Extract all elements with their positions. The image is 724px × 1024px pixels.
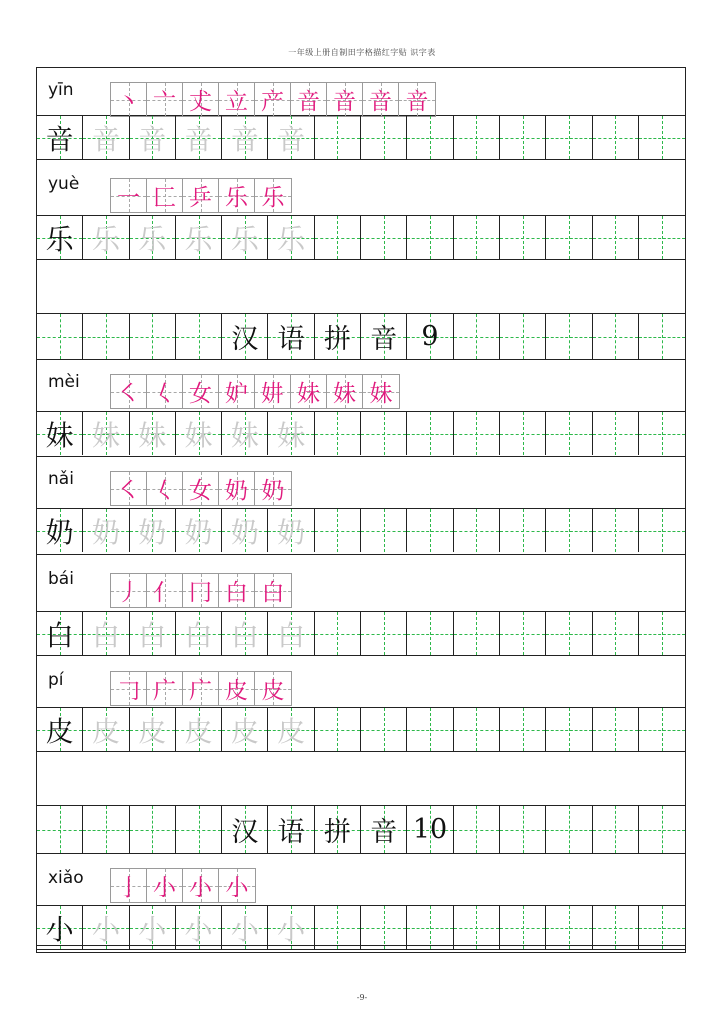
grid-cell: 皮 [222, 708, 268, 751]
stroke-order-box [110, 573, 292, 608]
grid-cell [639, 216, 685, 259]
grid-cell: 奶 [83, 509, 129, 552]
grid-cell: 妹 [222, 412, 268, 455]
grid-cell: 乐 [37, 216, 83, 259]
stroke-step: 𡿨 [147, 472, 183, 505]
grid-cell: 妹 [37, 412, 83, 455]
page-header: 一年级上册自制田字格描红字贴 识字表 [288, 48, 436, 57]
stroke-order-box [110, 374, 400, 409]
pinyin-row-mei [37, 360, 685, 412]
grid-cell [454, 509, 500, 552]
grid-cell [315, 216, 361, 259]
stroke-step: 冂 [183, 574, 219, 607]
title-number: 10 [407, 806, 453, 853]
grid-cell: 小 [268, 906, 314, 949]
stroke-step: 𠃌 [111, 672, 147, 705]
grid-cell: 音 [222, 116, 268, 159]
grid-cell [361, 509, 407, 552]
grid-cell [593, 806, 639, 853]
tianzige-grid [37, 314, 685, 359]
grid-cell [361, 906, 407, 949]
grid-row-mei [37, 412, 685, 457]
stroke-order-box [110, 671, 292, 706]
title-row-9 [37, 314, 685, 360]
grid-cell: 妹 [83, 412, 129, 455]
grid-cell: 乐 [268, 216, 314, 259]
grid-cell [546, 612, 592, 655]
stroke-step: 皮 [219, 672, 255, 705]
grid-cell [500, 509, 546, 552]
stroke-step: 小 [183, 869, 219, 902]
pinyin-label: yīn [48, 80, 74, 100]
title-row-10 [37, 806, 685, 854]
grid-cell [454, 314, 500, 359]
stroke-step: 小 [219, 869, 255, 902]
stroke-step: 音 [363, 83, 399, 116]
stroke-step: 亻 [147, 574, 183, 607]
grid-cell [407, 612, 453, 655]
stroke-step: 妌 [255, 375, 291, 408]
grid-cell [361, 412, 407, 455]
grid-row-bai [37, 612, 685, 656]
grid-cell [546, 708, 592, 751]
stroke-step: 广 [183, 672, 219, 705]
stroke-step: 丿 [111, 574, 147, 607]
stroke-step: 奶 [255, 472, 291, 505]
stroke-step: 丶 [111, 83, 147, 116]
grid-row-nai [37, 509, 685, 555]
tianzige-grid [37, 806, 685, 853]
stroke-step: 立 [219, 83, 255, 116]
pinyin-row-pi [37, 656, 685, 708]
grid-cell: 皮 [83, 708, 129, 751]
title-number: 9 [407, 314, 453, 359]
grid-cell: 皮 [130, 708, 176, 751]
grid-cell: 白 [268, 612, 314, 655]
grid-cell [37, 314, 83, 359]
stroke-step: 乒 [183, 179, 219, 212]
grid-cell: 乐 [222, 216, 268, 259]
pinyin-row-yin [37, 68, 685, 116]
grid-cell: 奶 [130, 509, 176, 552]
grid-cell [361, 216, 407, 259]
grid-cell [639, 412, 685, 455]
pinyin-row-bai [37, 555, 685, 612]
grid-cell [500, 612, 546, 655]
grid-cell [593, 612, 639, 655]
grid-cell [639, 708, 685, 751]
grid-cell [593, 314, 639, 359]
grid-cell [546, 116, 592, 159]
grid-cell: 皮 [176, 708, 222, 751]
grid-cell [176, 314, 222, 359]
tianzige-grid [37, 708, 685, 751]
grid-cell: 音 [130, 116, 176, 159]
grid-cell [361, 612, 407, 655]
blank-row [37, 260, 685, 314]
title-char: 汉 [222, 314, 268, 359]
grid-cell: 音 [37, 116, 83, 159]
grid-cell [361, 116, 407, 159]
grid-cell: 奶 [268, 509, 314, 552]
pinyin-label: bái [48, 569, 74, 589]
stroke-step: 𠀋 [183, 83, 219, 116]
grid-cell: 奶 [176, 509, 222, 552]
grid-cell [639, 116, 685, 159]
grid-cell [500, 116, 546, 159]
pinyin-row-nai [37, 457, 685, 509]
grid-cell [593, 906, 639, 949]
grid-row-xiao [37, 906, 685, 950]
grid-cell [407, 906, 453, 949]
grid-cell: 妹 [130, 412, 176, 455]
stroke-step: 广 [147, 672, 183, 705]
stroke-order-box [110, 82, 436, 117]
grid-cell [639, 612, 685, 655]
grid-cell [454, 612, 500, 655]
grid-cell [500, 708, 546, 751]
tianzige-grid [37, 116, 685, 159]
grid-cell [454, 708, 500, 751]
grid-cell [546, 216, 592, 259]
grid-cell [500, 314, 546, 359]
pinyin-label: yuè [48, 174, 80, 194]
grid-cell [639, 806, 685, 853]
grid-cell [500, 412, 546, 455]
practice-sheet [36, 67, 686, 953]
grid-row-yue [37, 216, 685, 260]
grid-cell [593, 412, 639, 455]
grid-cell: 乐 [176, 216, 222, 259]
grid-cell: 小 [37, 906, 83, 949]
grid-cell: 音 [176, 116, 222, 159]
grid-row-pi [37, 708, 685, 752]
grid-cell [454, 116, 500, 159]
stroke-step: 妒 [219, 375, 255, 408]
title-char: 语 [268, 314, 314, 359]
grid-cell [315, 116, 361, 159]
tianzige-grid [37, 906, 685, 949]
grid-cell [407, 216, 453, 259]
tianzige-grid [37, 612, 685, 655]
stroke-step: 音 [399, 83, 435, 116]
grid-cell [546, 906, 592, 949]
grid-cell: 乐 [130, 216, 176, 259]
grid-cell [83, 314, 129, 359]
grid-cell: 妹 [176, 412, 222, 455]
stroke-step: 皮 [255, 672, 291, 705]
grid-cell [130, 806, 176, 853]
stroke-order-box [110, 868, 256, 903]
grid-row-yin [37, 116, 685, 160]
grid-cell [593, 116, 639, 159]
grid-cell [500, 806, 546, 853]
grid-cell: 白 [83, 612, 129, 655]
grid-cell [454, 906, 500, 949]
stroke-step: 妹 [327, 375, 363, 408]
stroke-order-box [110, 178, 292, 213]
grid-cell: 奶 [222, 509, 268, 552]
grid-cell: 妹 [268, 412, 314, 455]
grid-cell: 皮 [37, 708, 83, 751]
stroke-step: 匚 [147, 179, 183, 212]
grid-cell [454, 216, 500, 259]
page-number: -9- [356, 993, 368, 1002]
grid-cell [315, 906, 361, 949]
grid-cell [407, 509, 453, 552]
grid-cell [593, 708, 639, 751]
grid-cell [454, 412, 500, 455]
grid-cell [639, 314, 685, 359]
grid-cell [500, 216, 546, 259]
grid-cell [315, 509, 361, 552]
pinyin-row-xiao [37, 854, 685, 906]
stroke-step: ㇛ [111, 472, 147, 505]
grid-cell [546, 412, 592, 455]
grid-cell: 乐 [83, 216, 129, 259]
grid-cell [546, 314, 592, 359]
tianzige-grid [37, 216, 685, 259]
stroke-step: 产 [255, 83, 291, 116]
title-char: 拼 [315, 806, 361, 853]
grid-cell [639, 906, 685, 949]
grid-cell [639, 509, 685, 552]
tianzige-grid [37, 412, 685, 455]
stroke-step: 妹 [291, 375, 327, 408]
grid-cell [546, 806, 592, 853]
grid-cell [130, 314, 176, 359]
pinyin-label: pí [48, 670, 64, 690]
stroke-step: 白 [219, 574, 255, 607]
grid-cell: 奶 [37, 509, 83, 552]
stroke-step: 乐 [255, 179, 291, 212]
grid-cell [315, 412, 361, 455]
grid-cell [407, 116, 453, 159]
title-char: 音 [361, 806, 407, 853]
grid-cell [37, 806, 83, 853]
grid-cell: 音 [268, 116, 314, 159]
title-char: 拼 [315, 314, 361, 359]
grid-cell: 小 [176, 906, 222, 949]
stroke-step: 女 [183, 472, 219, 505]
grid-cell [593, 216, 639, 259]
sheet-bottom-rule [36, 945, 686, 946]
tianzige-grid [37, 509, 685, 552]
pinyin-label: xiǎo [48, 868, 84, 888]
grid-cell: 小 [83, 906, 129, 949]
grid-cell: 皮 [268, 708, 314, 751]
stroke-step: 𡿨 [147, 375, 183, 408]
grid-cell [83, 806, 129, 853]
grid-cell: 白 [37, 612, 83, 655]
grid-cell [315, 612, 361, 655]
stroke-step: 音 [291, 83, 327, 116]
stroke-step: 一 [111, 179, 147, 212]
grid-cell [407, 412, 453, 455]
stroke-step: 白 [255, 574, 291, 607]
stroke-step: 女 [183, 375, 219, 408]
stroke-step: 奶 [219, 472, 255, 505]
grid-cell [407, 708, 453, 751]
grid-cell: 小 [130, 906, 176, 949]
stroke-step: ㇛ [111, 375, 147, 408]
grid-cell [361, 708, 407, 751]
stroke-step: 乐 [219, 179, 255, 212]
stroke-step: 小 [147, 869, 183, 902]
pinyin-label: nǎi [48, 469, 74, 489]
stroke-step: 妹 [363, 375, 399, 408]
stroke-step: 音 [327, 83, 363, 116]
stroke-order-box [110, 471, 292, 506]
grid-cell [593, 509, 639, 552]
grid-cell [315, 708, 361, 751]
title-char: 汉 [222, 806, 268, 853]
grid-cell [546, 509, 592, 552]
title-char: 音 [361, 314, 407, 359]
grid-cell: 白 [176, 612, 222, 655]
grid-cell [176, 806, 222, 853]
grid-cell [500, 906, 546, 949]
grid-cell: 小 [222, 906, 268, 949]
stroke-step: 亠 [147, 83, 183, 116]
grid-cell: 白 [130, 612, 176, 655]
grid-cell [454, 806, 500, 853]
stroke-step: 亅 [111, 869, 147, 902]
pinyin-row-yue [37, 160, 685, 216]
grid-cell: 音 [83, 116, 129, 159]
pinyin-label: mèi [48, 372, 80, 392]
title-char: 语 [268, 806, 314, 853]
blank-row [37, 752, 685, 806]
grid-cell: 白 [222, 612, 268, 655]
